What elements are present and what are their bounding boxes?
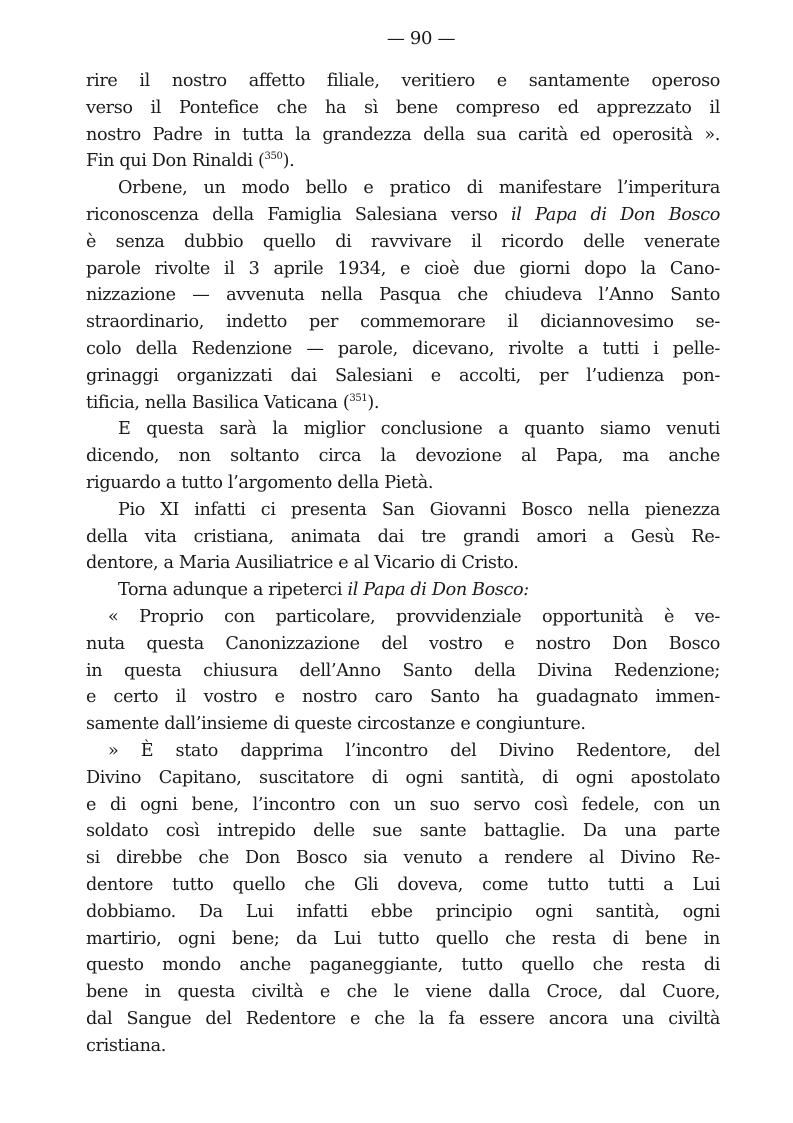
text-line: Orbene, un modo bello e pratico di manifestare l’imperitura [118,178,720,199]
text-line [86,390,720,417]
book-page [86,24,720,1059]
text-line: nostro Padre in tutta la grandezza della sua carità ed operosità ». [86,124,720,145]
text-line: E questa sarà la miglior conclusione a quanto siamo venuti [118,419,720,440]
text-line: samente dall’insieme di queste circostanze e congiunture. [86,714,586,735]
paragraph-conclusione [86,416,720,496]
text-line: cristiana. [86,1035,167,1056]
text-line: e certo il vostro e nostro caro Santo ha guadagnato immen- [86,687,720,708]
text-line: dal Sangue del Redentore e che la fa essere ancora una civiltà [86,1008,720,1029]
text-line-part: Torna adunque a ripeterci [118,580,348,601]
text-line: dobbiamo. Da Lui infatti ebbe principio ogni santità, ogni [86,901,720,922]
text-line: Pio XI infatti ci presenta San Giovanni Bosco nella pienezza [118,499,720,520]
text-line: questo mondo anche paganeggiante, tutto quello che resta di [86,955,720,976]
footnote-ref: 350 [264,151,283,163]
paragraph-quote-2 [86,738,720,1060]
text-line: nizzazione — avvenuta nella Pasqua che chiudeva l’Anno Santo [86,285,720,306]
text-line: soldato così intrepido delle sue sante battaglie. Da una parte [86,821,720,842]
body-text [86,68,720,1059]
page-number: — 90 — [386,28,456,49]
text-line: martirio, ogni bene; da Lui tutto quello che resta di bene in [86,928,720,949]
paragraph-continued-quote [86,68,720,175]
text-line: « Proprio con particolare, provvidenziale opportunità è ve- [108,606,720,627]
text-line: rire il nostro affetto filiale, veritiero e santamente operoso [86,71,720,91]
paragraph-torna [86,577,720,604]
italic-title: il Papa di Don Bosco: [347,580,529,601]
italic-title: il Papa di Don Bosco [511,204,721,225]
text-line: dentore, a Maria Ausiliatrice e al Vicario di Cristo. [86,553,519,574]
text-line-part: tificia, nella Basilica Vaticana ( [86,392,350,413]
text-line: si direbbe che Don Bosco sia venuto a rendere al Divino Re- [86,848,720,869]
text-line: » È stato dapprima l’incontro del Divino Redentore, del [108,740,720,761]
text-line: colo della Redenzione — parole, dicevano, rivolte a tutti i pelle- [86,338,720,359]
text-line: grinaggi organizzati dai Salesiani e accolti, per l’udienza pon- [86,365,720,386]
text-line: dicendo, non soltanto circa la devozione al Papa, ma anche [86,446,720,467]
text-line [86,202,720,229]
paragraph-orbene [86,175,720,416]
text-line: nuta questa Canonizzazione del vostro e nostro Don Bosco [86,633,720,654]
paragraph-pio-xi [86,497,720,577]
text-line: parole rivolte il 3 aprile 1934, e cioè due giorni dopo la Cano- [86,258,720,279]
text-line: verso il Pontefice che ha sì bene compreso ed apprezzato il [86,97,720,118]
text-line: è senza dubbio quello di ravvivare il ricordo delle venerate [86,231,720,252]
paragraph-quote-1 [86,604,720,738]
text-line [86,148,720,175]
text-line: straordinario, indetto per commemorare il diciannovesimo se- [86,312,720,333]
text-line: bene in questa civiltà e che le viene dalla Croce, dal Cuore, [86,982,720,1003]
text-line [86,577,720,604]
text-line-part: ). [367,392,380,413]
text-line-part: ). [282,151,295,172]
text-line: Divino Capitano, suscitatore di ogni santità, di ogni apostolato [86,767,720,788]
text-line-part: Fin qui Don Rinaldi ( [86,151,265,172]
text-line: della vita cristiana, animata dai tre grandi amori a Gesù Re- [86,526,720,547]
text-line: e di ogni bene, l’incontro con un suo servo così fedele, con un [86,794,720,815]
footnote-ref: 351 [349,392,368,404]
text-line: riguardo a tutto l’argomento della Pietà. [86,472,434,493]
text-line-part: riconoscenza della Famiglia Salesiana verso [86,204,511,225]
text-line: in questa chiusura dell’Anno Santo della Divina Redenzione; [86,660,720,681]
text-line: dentore tutto quello che Gli doveva, come tutto tutti a Lui [86,874,720,895]
